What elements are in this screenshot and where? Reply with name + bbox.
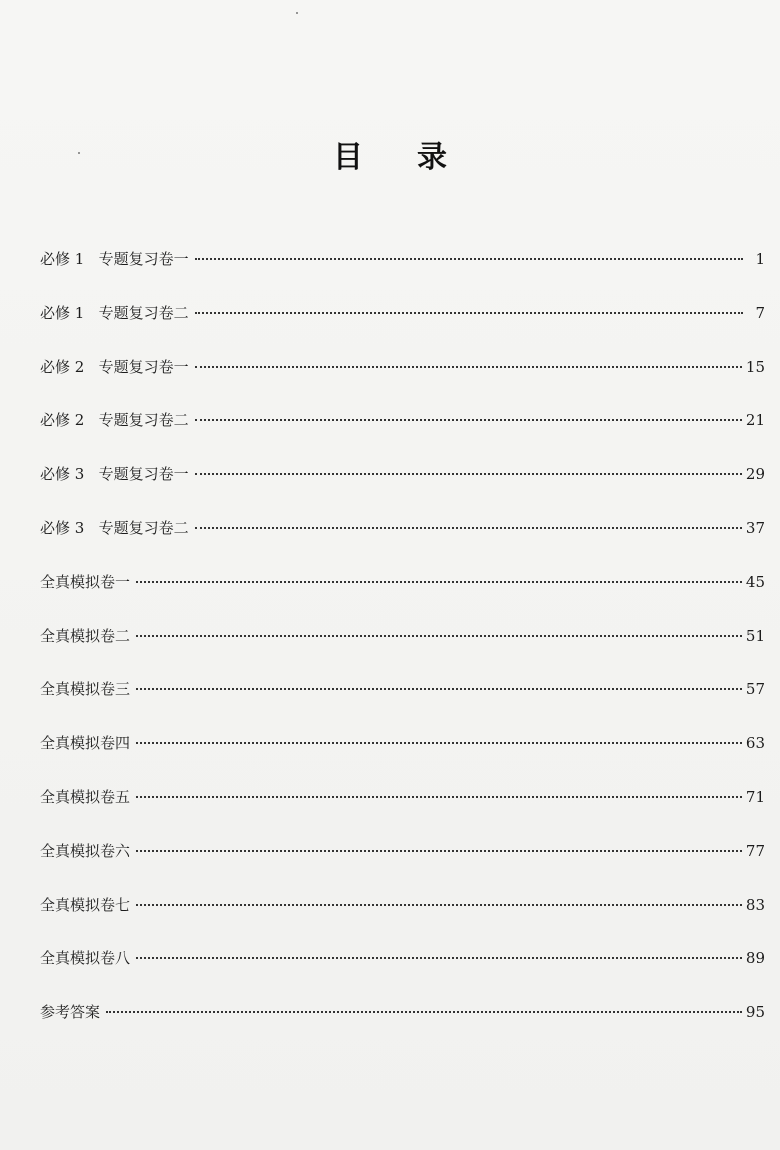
toc-entry-label: 必修 3 专题复习卷一: [40, 465, 189, 484]
toc-entry-page-number: 29: [745, 465, 765, 484]
toc-entry[interactable]: [40, 625, 765, 679]
toc-entry-label: 必修 2 专题复习卷一: [40, 357, 189, 376]
toc-leader-dots: [136, 732, 742, 744]
toc-entry-label: 全真模拟卷五: [40, 787, 131, 806]
toc-entry-page-number: 63: [745, 734, 765, 753]
toc-entry-page-number: 7: [755, 303, 765, 322]
toc-leader-dots: [136, 786, 742, 798]
toc-entry-page-number: 57: [745, 680, 765, 699]
toc-entry-page-number: 71: [745, 787, 765, 806]
toc-entry-page-number: 1: [755, 250, 765, 268]
toc-leader-dots: [195, 517, 742, 529]
toc-entry-label: 全真模拟卷二: [40, 626, 131, 645]
toc-leader-dots: [195, 356, 742, 368]
toc-entry-page-number: 21: [745, 411, 765, 430]
toc-leader-dots: [136, 571, 742, 583]
toc-leader-dots: [195, 302, 743, 314]
toc-entry[interactable]: [40, 356, 765, 410]
toc-entry[interactable]: [40, 409, 765, 463]
toc-entry[interactable]: [40, 894, 765, 948]
toc-entry-label: 全真模拟卷一: [40, 572, 131, 591]
table-of-contents: [40, 248, 765, 1055]
toc-entry-label: 参考答案: [40, 1003, 101, 1022]
toc-entry-page-number: 15: [745, 357, 765, 376]
page-title: 目录: [333, 140, 501, 175]
paper-speck: [296, 12, 298, 14]
toc-leader-dots: [136, 678, 742, 690]
toc-entry-label: 全真模拟卷四: [40, 734, 131, 753]
toc-entry[interactable]: [40, 840, 765, 894]
toc-entry-page-number: 89: [745, 949, 765, 968]
toc-entry-page-number: 45: [745, 572, 765, 591]
toc-entry-label: 必修 3 专题复习卷二: [40, 518, 189, 537]
toc-entry-label: 全真模拟卷七: [40, 895, 131, 914]
toc-entry-label: 必修 1 专题复习卷二: [40, 303, 189, 322]
toc-entry-label: 全真模拟卷三: [40, 680, 131, 699]
toc-entry[interactable]: [40, 517, 765, 571]
toc-entry[interactable]: [40, 463, 765, 517]
toc-entry[interactable]: [40, 732, 765, 786]
toc-entry[interactable]: [40, 571, 765, 625]
toc-leader-dots: [136, 840, 742, 852]
toc-entry-page-number: 37: [745, 518, 765, 537]
toc-entry[interactable]: [40, 248, 765, 302]
toc-entry-label: 必修 2 专题复习卷二: [40, 411, 189, 430]
toc-entry-label: 必修 1 专题复习卷一: [40, 250, 189, 268]
toc-entry-label: 全真模拟卷八: [40, 949, 131, 968]
toc-entry-page-number: 77: [745, 841, 765, 860]
toc-entry[interactable]: [40, 786, 765, 840]
toc-leader-dots: [136, 625, 742, 637]
toc-entry[interactable]: [40, 302, 765, 356]
toc-leader-dots: [195, 463, 742, 475]
toc-entry[interactable]: [40, 678, 765, 732]
toc-entry-label: 全真模拟卷六: [40, 841, 131, 860]
toc-entry[interactable]: [40, 947, 765, 1001]
toc-leader-dots: [136, 947, 742, 959]
toc-leader-dots: [106, 1001, 742, 1013]
toc-leader-dots: [195, 409, 742, 421]
toc-entry[interactable]: [40, 1001, 765, 1055]
toc-entry-page-number: 51: [745, 626, 765, 645]
toc-entry-page-number: 95: [745, 1003, 765, 1022]
toc-leader-dots: [195, 248, 743, 260]
toc-leader-dots: [136, 894, 742, 906]
toc-entry-page-number: 83: [745, 895, 765, 914]
